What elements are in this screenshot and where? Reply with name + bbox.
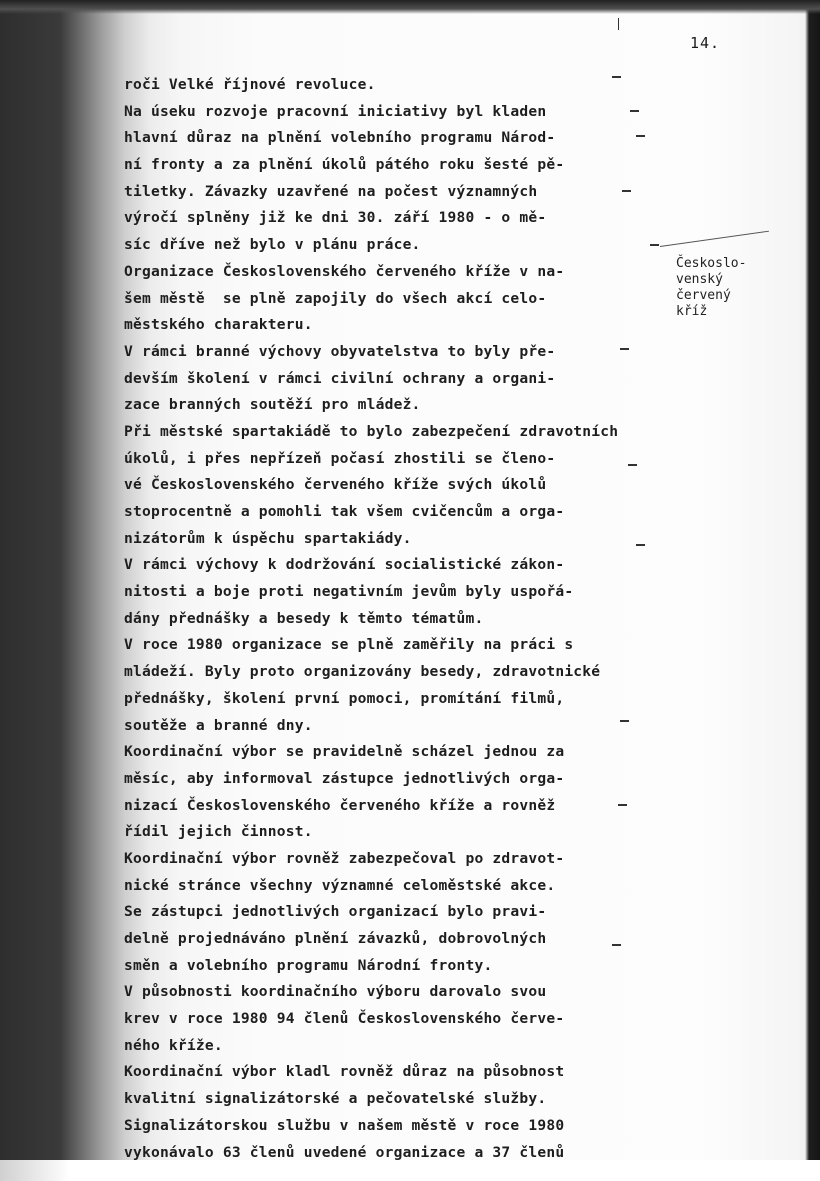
margin-dash (636, 135, 645, 137)
text-line: krev v roce 1980 94 členů Československého červe- (124, 1010, 565, 1028)
text-line: devším školení v rámci civilní ochrany a organi- (124, 369, 556, 387)
text-line: Koordinační výbor kladl rovněž důraz na působnost (124, 1063, 565, 1081)
text-line: Při městské spartakiádě to bylo zabezpečení zdravotních (124, 422, 619, 440)
margin-dash (636, 544, 645, 546)
margin-dash (650, 244, 659, 246)
text-line: řídil jejich činnost. (124, 823, 313, 841)
text-line: V roce 1980 organizace se plně zaměřily na práci s (124, 636, 574, 654)
text-line: ní fronty a za plnění úkolů pátého roku šesté pě- (124, 156, 565, 174)
text-line: V působnosti koordinačního výboru darovalo svou (124, 983, 547, 1001)
text-line: nizátorům k úspěchu spartakiády. (124, 529, 412, 547)
text-line: městského charakteru. (124, 316, 313, 334)
text-line: stoprocentně a pomohli tak všem cvičencům a orga- (124, 503, 565, 520)
text-line: úkolů, i přes nepřízeň počasí zhostili se členo- (124, 449, 556, 467)
text-line: vé Československého červeného kříže svých úkolů (124, 476, 547, 494)
margin-note-line: venský (676, 272, 723, 287)
text-line: nitosti a boje proti negativním jevům byly uspořá- (124, 583, 574, 601)
text-line: směn a volebního programu Národní fronty. (124, 956, 493, 974)
text-line: V rámci výchovy k dodržování socialistické zákon- (124, 556, 565, 574)
text-line: tiletky. Závazky uzavřené na počest významných (124, 182, 538, 200)
margin-note-line: kříž (676, 304, 708, 319)
text-line: Organizace Československého červeného kříže v na- (124, 262, 565, 280)
text-line: hlavní důraz na plnění volebního programu Národ- (124, 129, 556, 147)
text-line: Koordinační výbor se pravidelně scházel jednou za (124, 743, 565, 761)
text-line: nizací Československého červeného kříže a rovněž (124, 796, 556, 814)
text-line: ného kříže. (124, 1036, 223, 1054)
text-line: Na úseku rozvoje pracovní iniciativy byl kladen (124, 102, 547, 120)
text-line: Koordinační výbor rovněž zabezpečoval po zdravot- (124, 849, 565, 867)
margin-dash (620, 720, 629, 722)
text-line: kvalitní signalizátorské a pečovatelské služby. (124, 1090, 547, 1108)
scan-mark (618, 18, 619, 30)
text-line: delně projednáváno plnění závazků, dobrovolných (124, 930, 547, 947)
scan-bottom-margin (0, 1160, 820, 1181)
text-line: výročí splněny již ke dni 30. září 1980 - o mě- (124, 209, 547, 227)
margin-dash (612, 76, 621, 78)
text-line: měsíc, aby informoval zástupce jednotlivých orga- (124, 769, 565, 787)
margin-note-line: Českoslo- (676, 256, 747, 271)
text-line: šem městě se plně zapojily do všech akcí celo- (124, 289, 547, 307)
text-line: soutěže a branné dny. (124, 716, 313, 734)
text-line: síc dříve než bylo v plánu práce. (124, 236, 421, 254)
margin-dash (630, 110, 639, 112)
margin-note (676, 256, 746, 320)
text-line: zace branných soutěží pro mládež. (124, 396, 421, 414)
text-line: nické stránce všechny významné celoměstské akce. (124, 876, 556, 894)
margin-dash (628, 464, 637, 466)
margin-dash (622, 190, 631, 192)
body-text (124, 72, 714, 1181)
text-line: přednášky, školení první pomoci, promítání filmů, (124, 689, 565, 707)
margin-note-line: červený (676, 288, 731, 303)
text-line: V rámci branné výchovy obyvatelstva to byly pře- (124, 342, 556, 360)
text-line: vykonávalo 63 členů uvedené organizace a 37 členů (124, 1143, 565, 1161)
text-line: Se zástupci jednotlivých organizací bylo pravi- (124, 903, 547, 921)
page-number: 14. (690, 34, 721, 52)
margin-dash (618, 804, 627, 806)
text-line: mládeží. Byly proto organizovány besedy, zdravotnické (124, 663, 601, 681)
scan-shadow-top (0, 0, 820, 14)
text-line: roči Velké říjnové revoluce. (124, 76, 376, 93)
margin-dash (620, 348, 629, 350)
margin-dash (612, 944, 621, 946)
text-line: Signalizátorskou službu v našem městě v roce 1980 (124, 1116, 565, 1134)
text-line: dány přednášky a besedy k těmto tématům. (124, 609, 484, 627)
